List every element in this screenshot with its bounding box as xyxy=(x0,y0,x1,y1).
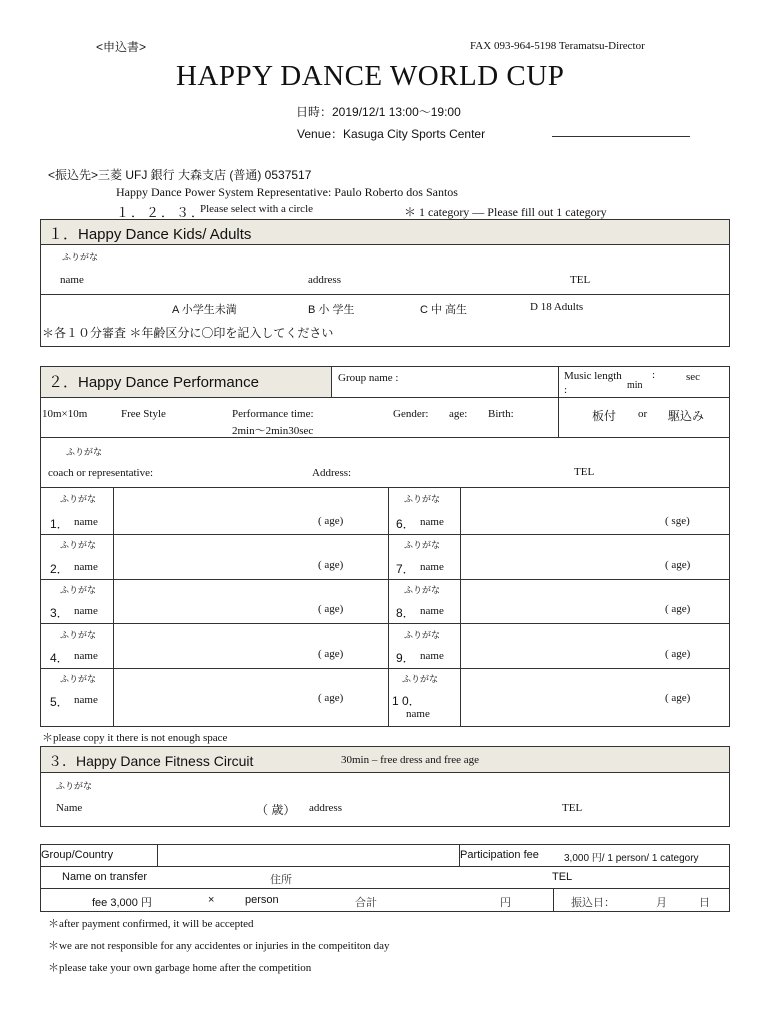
fee-label: fee 3,000 円 xyxy=(92,897,152,909)
furigana-label: ふりがな xyxy=(60,631,97,641)
performance-time-range: 2min～2min30sec xyxy=(232,425,314,437)
copy-note: ＊please copy it there is not enough space xyxy=(42,732,228,744)
furigana-label: ふりがな xyxy=(62,253,99,263)
member-8-age[interactable]: ( age) xyxy=(665,603,691,615)
footer-note-liability: ＊we are not responsible for any accidentes or injuries in the compeititon day xyxy=(48,940,390,952)
music-sec[interactable]: sec xyxy=(686,371,701,383)
option-itatsuki[interactable]: 板付 xyxy=(592,409,617,423)
furigana-label: ふりがな xyxy=(60,495,97,505)
category-c[interactable]: C 中 高生 xyxy=(420,304,468,316)
address-field[interactable]: address xyxy=(308,274,341,286)
furigana-label: ふりがな xyxy=(56,782,93,792)
section-3-title: ３．Happy Dance Fitness Circuit xyxy=(48,753,254,769)
group-name-field[interactable]: Group name : xyxy=(338,372,399,384)
section-2-title: ２．Happy Dance Performance xyxy=(48,374,259,391)
form-label: <申込書> xyxy=(96,40,147,54)
furigana-label: ふりがな xyxy=(404,631,441,641)
day-label: 日 xyxy=(699,897,710,909)
section-3-subtitle: 30min – free dress and free age xyxy=(341,754,480,766)
fitness-age-field[interactable]: （ 歳） xyxy=(256,803,296,817)
tel-field[interactable]: TEL xyxy=(570,274,591,286)
footer-note-garbage: ＊please take your own garbage home after the competition xyxy=(48,962,312,974)
option-or: or xyxy=(638,408,648,420)
furigana-label: ふりがな xyxy=(66,448,103,458)
option-kakekomi[interactable]: 駆込み xyxy=(668,409,705,423)
member-3-name[interactable]: name xyxy=(74,605,98,617)
jusho-label[interactable]: 住所 xyxy=(270,874,292,886)
event-venue: Venue：Kasuga City Sports Center xyxy=(297,127,486,141)
member-10-number: 1 0． xyxy=(392,694,421,708)
music-length-label: Music length : xyxy=(564,370,622,396)
signature-line[interactable] xyxy=(552,136,690,137)
total-label[interactable]: 合計 xyxy=(355,897,377,909)
member-2-number: 2． xyxy=(50,562,69,576)
yen-label: 円 xyxy=(500,897,511,909)
member-4-number: 4． xyxy=(50,651,69,665)
member-3-age[interactable]: ( age) xyxy=(318,603,344,615)
member-10-age[interactable]: ( age) xyxy=(665,692,691,704)
category-a[interactable]: A 小学生未満 xyxy=(172,304,237,316)
coach-tel-field[interactable]: TEL xyxy=(574,466,595,478)
group-country-label: Group/Country xyxy=(41,849,114,861)
member-8-number: 8． xyxy=(396,606,415,620)
member-5-name[interactable]: name xyxy=(74,694,98,706)
participation-fee-label: Participation fee xyxy=(460,849,539,861)
member-6-number: 6． xyxy=(396,517,415,531)
member-8-name[interactable]: name xyxy=(420,605,444,617)
coach-address-field[interactable]: Address: xyxy=(312,467,352,479)
member-2-name[interactable]: name xyxy=(74,561,98,573)
times-sign: × xyxy=(208,894,215,906)
member-2-age[interactable]: ( age) xyxy=(318,559,344,571)
name-on-transfer-label[interactable]: Name on transfer xyxy=(62,871,147,883)
gender-field[interactable]: Gender: xyxy=(393,408,429,420)
member-1-age[interactable]: ( age) xyxy=(318,515,344,527)
furigana-label: ふりがな xyxy=(404,495,441,505)
member-9-age[interactable]: ( age) xyxy=(665,648,691,660)
furigana-label: ふりがな xyxy=(404,541,441,551)
member-5-age[interactable]: ( age) xyxy=(318,692,344,704)
member-4-age[interactable]: ( age) xyxy=(318,648,344,660)
month-label: 月 xyxy=(656,897,667,909)
member-1-number: 1． xyxy=(50,517,69,531)
age-field[interactable]: age: xyxy=(449,408,468,420)
category-numbers: １．２．３． xyxy=(116,205,207,220)
category-b[interactable]: B 小 学生 xyxy=(308,304,355,316)
member-4-name[interactable]: name xyxy=(74,650,98,662)
fitness-address-field[interactable]: address xyxy=(309,802,342,814)
event-datetime: 日時：2019/12/1 13:00～19:00 xyxy=(296,105,461,119)
fitness-tel-field[interactable]: TEL xyxy=(562,802,583,814)
category-d[interactable]: D 18 Adults xyxy=(530,301,584,313)
birth-field[interactable]: Birth: xyxy=(488,408,514,420)
furigana-label: ふりがな xyxy=(60,586,97,596)
music-colon: : xyxy=(652,369,656,381)
free-style: Free Style xyxy=(121,408,166,420)
category-note: ＊ 1 category ― Please fill out 1 category xyxy=(404,205,607,219)
member-7-age[interactable]: ( age) xyxy=(665,559,691,571)
member-7-number: 7． xyxy=(396,562,415,576)
group-country-input[interactable] xyxy=(160,846,456,864)
member-6-age[interactable]: ( sge) xyxy=(665,515,690,527)
furigana-label: ふりがな xyxy=(60,541,97,551)
transfer-date-label[interactable]: 振込日： xyxy=(571,897,615,909)
footer-note-payment: ＊after payment confirmed, it will be accepted xyxy=(48,918,254,930)
select-note: Please select with a circle xyxy=(200,203,314,215)
member-3-number: 3． xyxy=(50,606,69,620)
participation-fee-amount: 3,000 円/ 1 person/ 1 category xyxy=(564,853,699,864)
member-1-name[interactable]: name xyxy=(74,516,98,528)
member-7-name[interactable]: name xyxy=(420,561,444,573)
representative: Happy Dance Power System Representative: Paulo Roberto dos Santos xyxy=(116,185,458,199)
name-field[interactable]: name xyxy=(60,274,84,286)
furigana-label: ふりがな xyxy=(404,586,441,596)
member-10-name[interactable]: name xyxy=(406,708,430,720)
transfer-tel-label[interactable]: TEL xyxy=(552,871,573,883)
furigana-label: ふりがな xyxy=(402,675,439,685)
person-count[interactable]: person xyxy=(245,894,279,906)
member-6-name[interactable]: name xyxy=(420,516,444,528)
member-9-number: 9． xyxy=(396,651,415,665)
member-9-name[interactable]: name xyxy=(420,650,444,662)
bank-info: <振込先>三菱 UFJ 銀行 大森支店 (普通) 0537517 xyxy=(48,168,312,182)
section-1-title: １．Happy Dance Kids/ Adults xyxy=(48,226,252,243)
coach-field[interactable]: coach or representative: xyxy=(48,467,154,479)
furigana-label: ふりがな xyxy=(60,675,97,685)
performance-time-label: Performance time: xyxy=(232,408,314,420)
page-title: HAPPY DANCE WORLD CUP xyxy=(176,60,565,92)
section-1-note: ＊各１０分審査 ＊年齢区分に〇印を記入してください xyxy=(42,326,334,340)
fitness-name-field[interactable]: Name xyxy=(56,802,83,814)
stage-size: 10m×10m xyxy=(42,408,88,420)
member-5-number: 5． xyxy=(50,695,69,709)
section-performance xyxy=(40,366,730,727)
music-min[interactable]: min xyxy=(627,380,643,391)
fax-number: FAX 093-964-5198 Teramatsu-Director xyxy=(470,40,645,52)
